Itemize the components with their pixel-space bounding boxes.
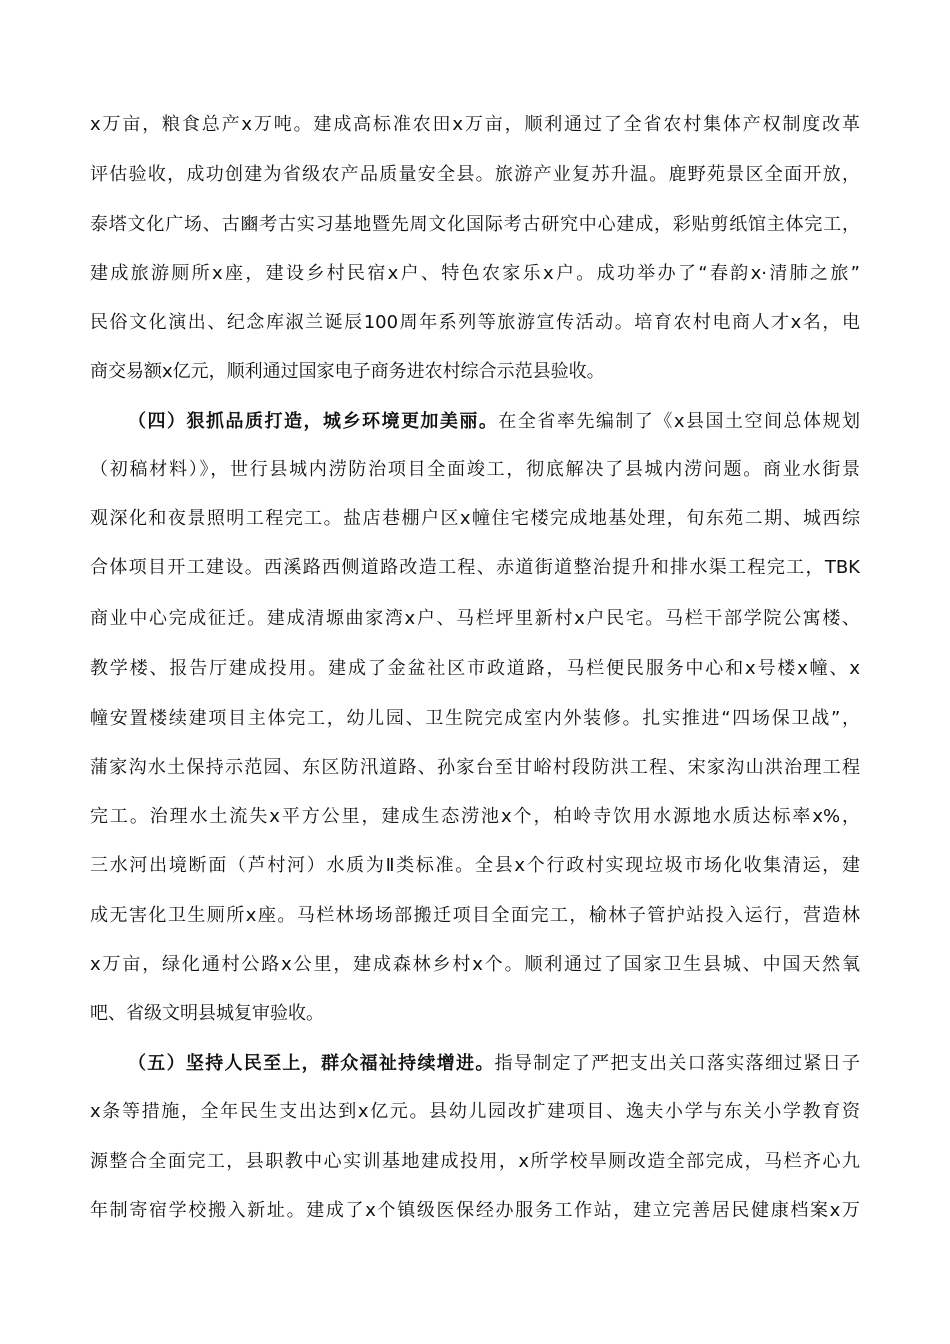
paragraph-line: 蒲家沟水土保持示范园、东区防汛道路、孙家台至甘峪村段防洪工程、宋家沟山洪治理工程: [90, 757, 860, 778]
paragraph-first-line: [128, 1049, 860, 1079]
paragraph-text: 指导制定了严把支出关口落实落细过紧日子: [494, 1053, 860, 1074]
paragraph-line: 观深化和夜景照明工程完工。盐店巷棚户区x幢住宅楼完成地基处理，旬东苑二期、城西综: [90, 508, 860, 529]
paragraph-line: 建成旅游厕所x座，建设乡村民宿x户、特色农家乐x户。成功举办了“春韵x·清肺之旅”: [90, 263, 860, 284]
paragraph-line: 商交易额x亿元，顺利通过国家电子商务进农村综合示范县验收。: [90, 361, 605, 382]
section-heading: （四）狠抓品质打造，城乡环境更加美丽。: [128, 411, 499, 432]
paragraph-line: 吧、省级文明县城复审验收。: [90, 1003, 324, 1024]
paragraph-line: 完工。治理水土流失x平方公里，建成生态涝池x个，柏岭寺饮用水源地水质达标率x%，: [90, 806, 860, 827]
section-heading: （五）坚持人民至上，群众福祉持续增进。: [128, 1053, 495, 1074]
paragraph-line: 年制寄宿学校搬入新址。建成了x个镇级医保经办服务工作站，建立完善居民健康档案x万: [90, 1200, 860, 1221]
paragraph-line: x万亩，绿化通村公路x公里，建成森林乡村x个。顺利通过了国家卫生县城、中国天然氧: [90, 954, 860, 975]
paragraph-line: 教学楼、报告厅建成投用。建成了金盆社区市政道路，马栏便民服务中心和x号楼x幢、x: [90, 658, 860, 679]
paragraph-line: 合体项目开工建设。西溪路西侧道路改造工程、赤道街道整治提升和排水渠工程完工，TBK: [90, 557, 860, 578]
paragraph-line: 成无害化卫生厕所x座。马栏林场场部搬迁项目全面完工，榆林子管护站投入运行，营造林: [90, 905, 860, 926]
paragraph-line: 民俗文化演出、纪念库淑兰诞辰100周年系列等旅游宣传活动。培育农村电商人才x名，电: [90, 312, 860, 333]
paragraph-line: 源整合全面完工，县职教中心实训基地建成投用，x所学校旱厕改造全部完成，马栏齐心九: [90, 1151, 860, 1172]
paragraph-line: （初稿材料）》，世行县城内涝防治项目全面竣工，彻底解决了县城内涝问题。商业水街景: [90, 459, 860, 480]
paragraph-line: 幢安置楼续建项目主体完工，幼儿园、卫生院完成室内外装修。扎实推进“四场保卫战”，: [90, 708, 860, 729]
paragraph-line: 三水河出境断面（芦村河）水质为Ⅱ类标准。全县x个行政村实现垃圾市场化收集清运，建: [90, 855, 860, 876]
paragraph-first-line: [128, 407, 860, 437]
paragraph-line: 评估验收，成功创建为省级农产品质量安全县。旅游产业复苏升温。鹿野苑景区全面开放，: [90, 164, 860, 185]
paragraph-line: x万亩，粮食总产x万吨。建成高标准农田x万亩，顺利通过了全省农村集体产权制度改革: [90, 114, 860, 135]
paragraph-text: 在全省率先编制了《x县国土空间总体规划: [498, 411, 860, 432]
paragraph-line: 泰塔文化广场、古豳考古实习基地暨先周文化国际考古研究中心建成，彩贴剪纸馆主体完工，: [90, 214, 860, 235]
paragraph-line: 商业中心完成征迁。建成清塬曲家湾x户、马栏坪里新村x户民宅。马栏干部学院公寓楼、: [90, 608, 860, 629]
paragraph-line: x条等措施，全年民生支出达到x亿元。县幼儿园改扩建项目、逸夫小学与东关小学教育资: [90, 1101, 860, 1122]
